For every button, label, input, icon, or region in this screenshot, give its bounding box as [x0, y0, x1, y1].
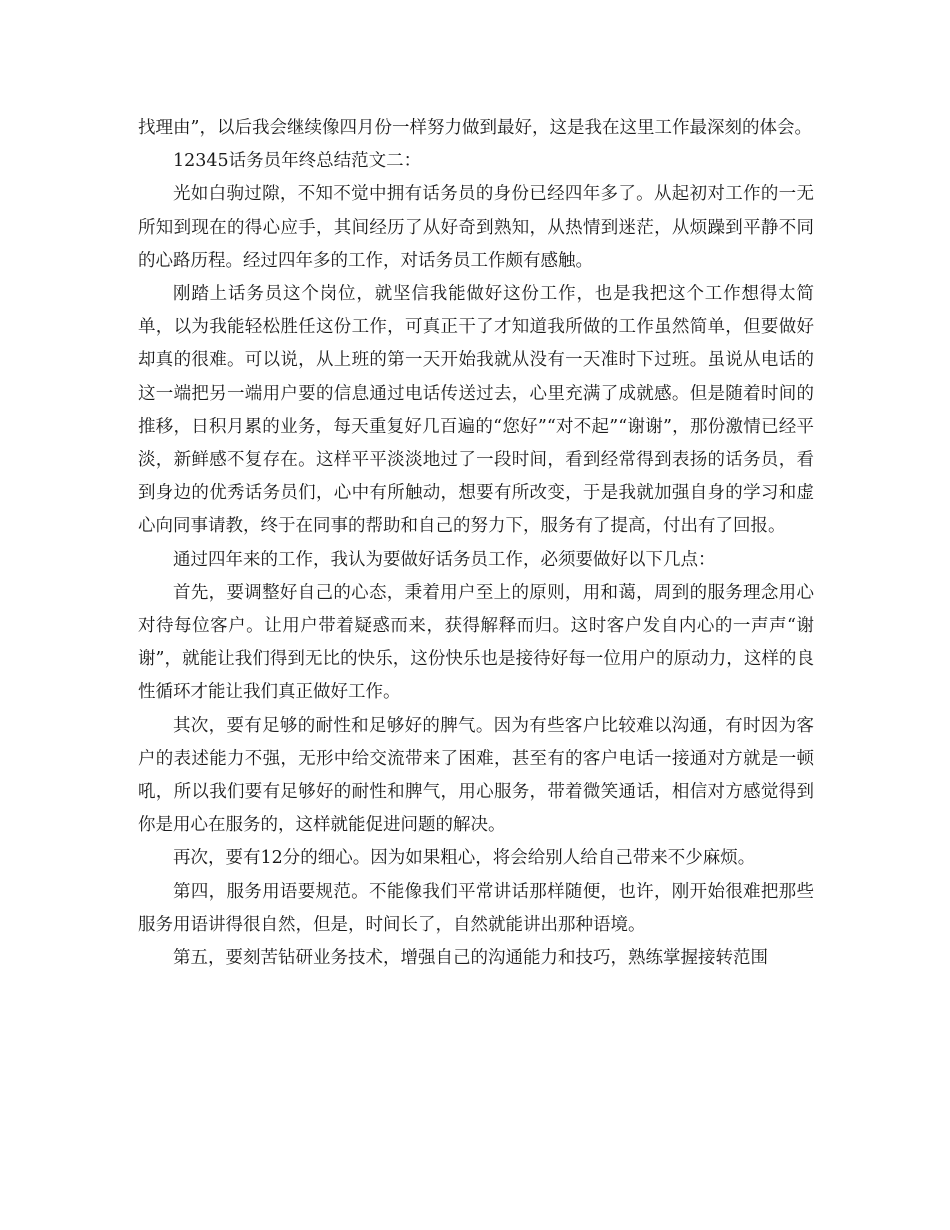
- paragraph-point-first: 首先，要调整好自己的心态，秉着用户至上的原则，用和蔼，周到的服务理念用心对待每位客户。让用户带着疑惑而来，获得解释而归。这时客户发自内心的一声声“谢谢”，就能让我们得到无比的快乐，这份快乐也是接待好每一位用户的原动力，这样的良性循环才能让我们真正做好工作。: [138, 582, 814, 703]
- paragraph-experience: 刚踏上话务员这个岗位，就坚信我能做好这份工作，也是我把这个工作想得太简单，以为我能轻松胜任这份工作，可真正干了才知道我所做的工作虽然简单，但要做好却真的很难。可以说，从上班的第一天开始我就从没有一天准时下过班。虽说从电话的这一端把另一端用户要的信息通过电话传送过去，心里充满了成就感。但是随着时间的推移，日积月累的业务，每天重复好几百遍的“您好”“对不起”“谢谢”，那份激情已经平淡，新鲜感不复存在。这样平平淡淡地过了一段时间，看到经常得到表扬的话务员，看到身边的优秀话务员们，心中有所触动，想要有所改变，于是我就加强自身的学习和虚心向同事请教，终于在同事的帮助和自己的努力下，服务有了提高，付出有了回报。: [138, 284, 814, 537]
- paragraph-points-intro: 通过四年来的工作，我认为要做好话务员工作，必须要做好以下几点：: [173, 549, 716, 570]
- paragraph-point-third: 再次，要有12分的细心。因为如果粗心，将会给别人给自己带来不少麻烦。: [173, 848, 756, 869]
- section-heading: 12345话务员年终总结范文二：: [173, 151, 422, 172]
- document-body: [138, 112, 814, 975]
- paragraph-1: 找理由”，以后我会继续像四月份一样努力做到最好，这是我在这里工作最深刻的体会。: [138, 118, 812, 138]
- paragraph-point-fourth: 第四，服务用语要规范。不能像我们平常讲话那样随便，也许，刚开始很难把那些服务用语讲得很自然，但是，时间长了，自然就能讲出那种语境。: [138, 881, 814, 935]
- paragraph-point-second: 其次，要有足够的耐性和足够好的脾气。因为有些客户比较难以沟通，有时因为客户的表述能力不强，无形中给交流带来了困难，甚至有的客户电话一接通对方就是一顿吼，所以我们要有足够好的耐性和脾气，用心服务，带着微笑通话，相信对方感觉得到你是用心在服务的，这样就能促进问题的解决。: [138, 715, 814, 836]
- paragraph-point-fifth: 第五，要刻苦钻研业务技术，增强自己的沟通能力和技巧，熟练掌握接转范围: [173, 948, 768, 969]
- paragraph-intro: 光如白驹过隙，不知不觉中拥有话务员的身份已经四年多了。从起初对工作的一无所知到现在的得心应手，其间经历了从好奇到熟知，从热情到迷茫，从烦躁到平静不同的心路历程。经过四年多的工作，对话务员工作颇有感触。: [138, 184, 814, 271]
